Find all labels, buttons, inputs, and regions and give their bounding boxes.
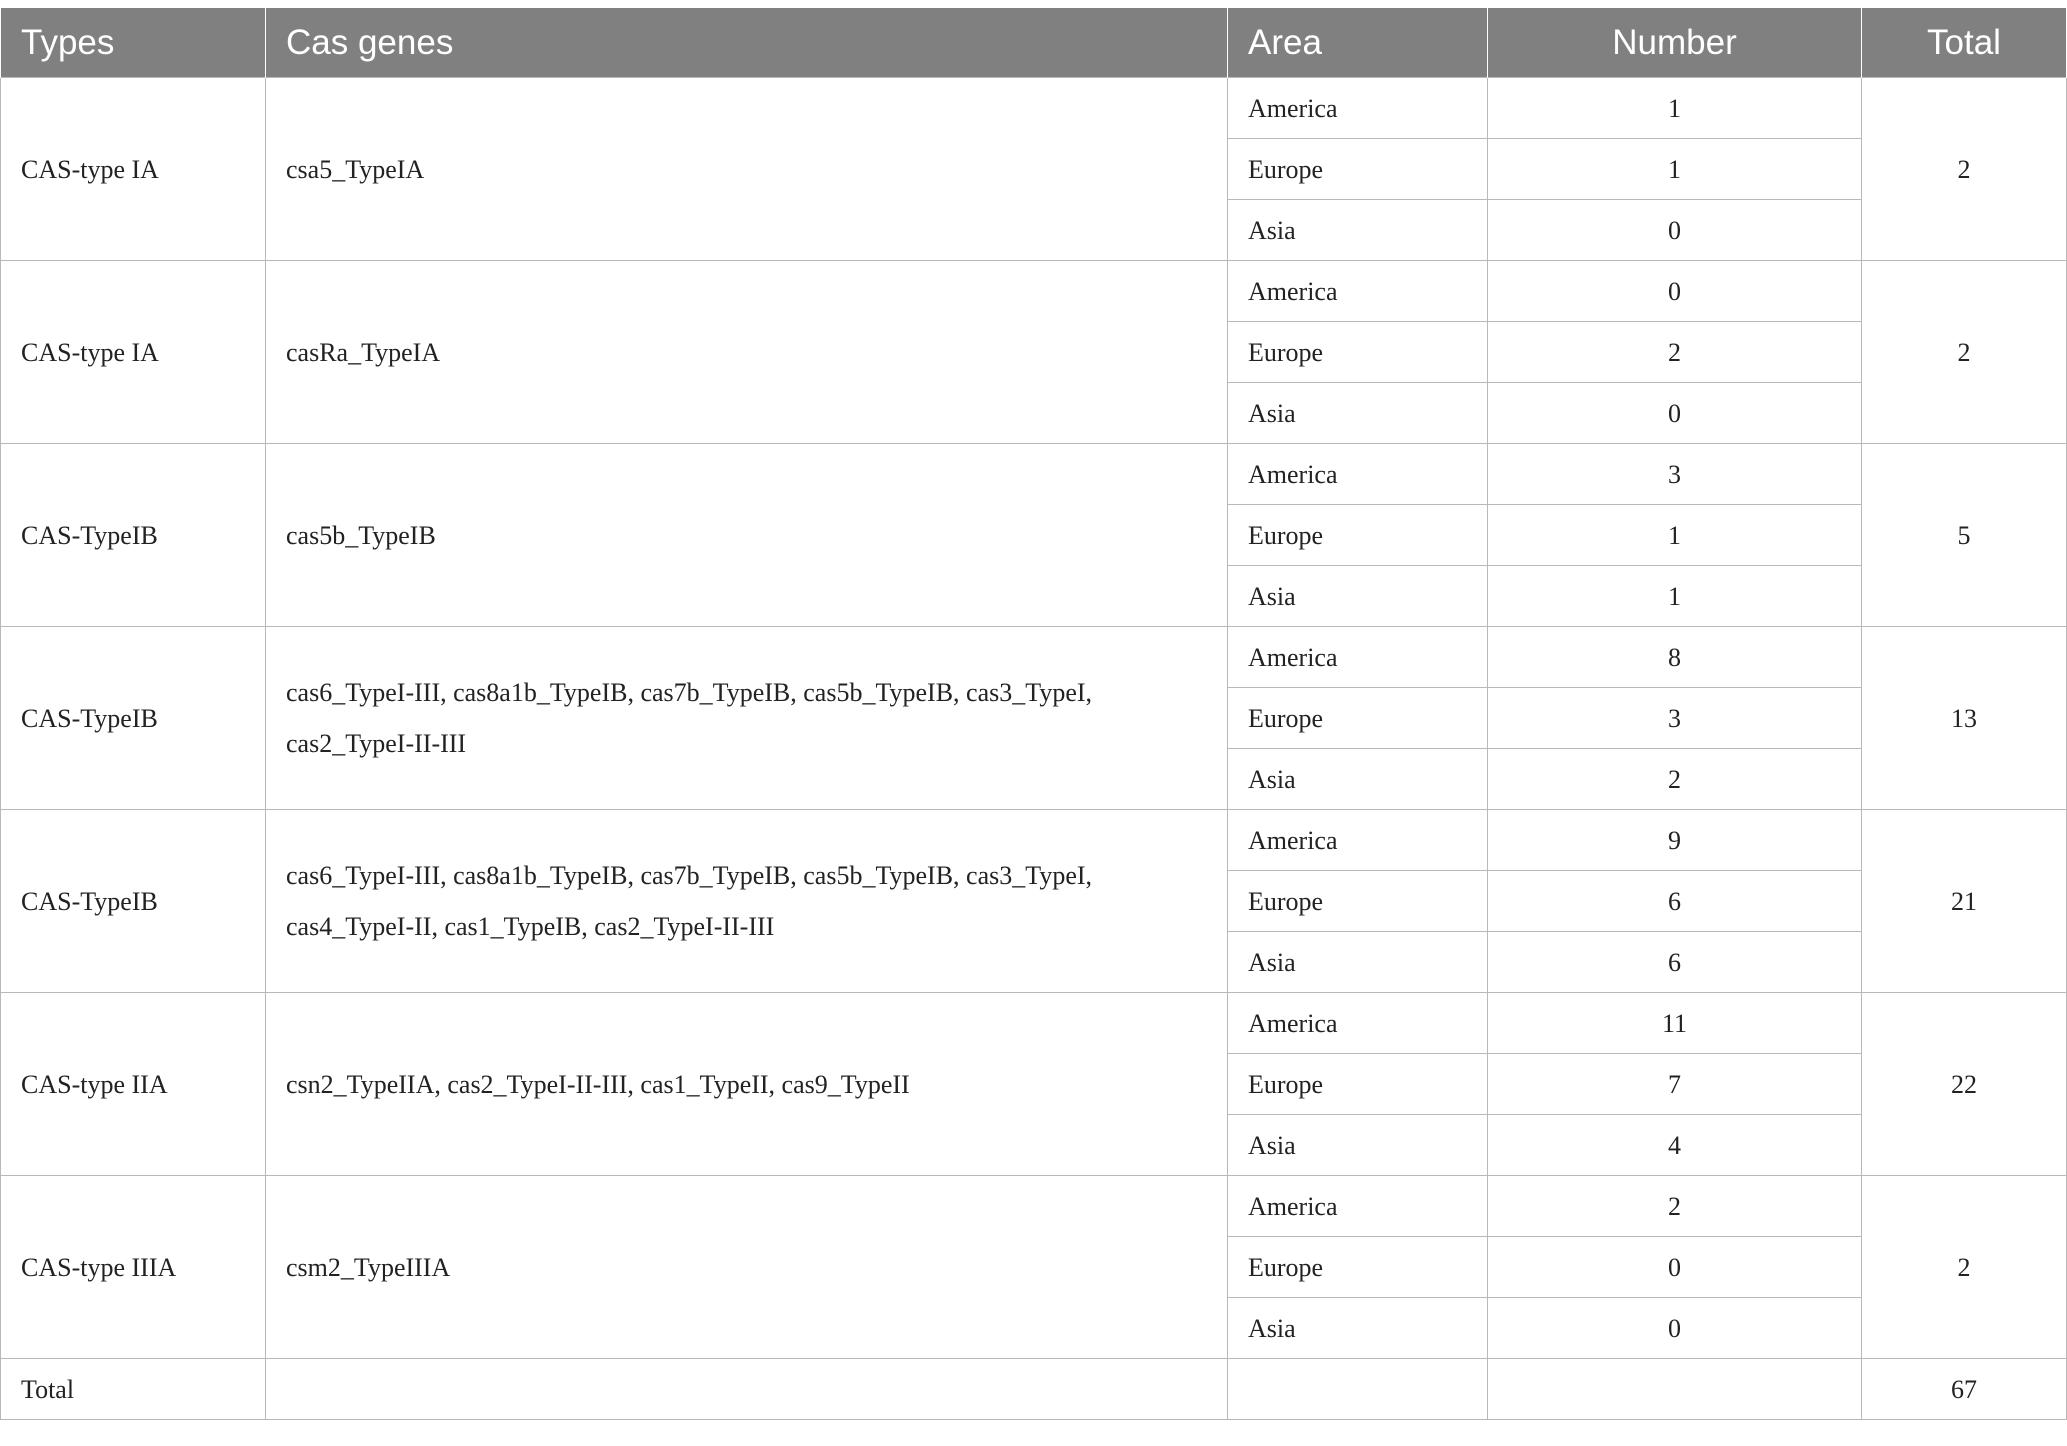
area-cell: Europe — [1228, 1054, 1488, 1115]
number-cell: 3 — [1488, 444, 1862, 505]
number-cell: 7 — [1488, 1054, 1862, 1115]
total-cell: 2 — [1862, 261, 2067, 444]
table-row — [1, 261, 2067, 322]
type-cell: CAS-TypeIB — [1, 444, 266, 627]
number-cell: 0 — [1488, 261, 1862, 322]
total-cell: 22 — [1862, 993, 2067, 1176]
number-cell: 1 — [1488, 505, 1862, 566]
number-cell: 0 — [1488, 200, 1862, 261]
header-number: Number — [1488, 8, 1862, 78]
number-cell: 0 — [1488, 1237, 1862, 1298]
area-cell: Asia — [1228, 200, 1488, 261]
cas-genes-cell: csm2_TypeIIIA — [266, 1176, 1228, 1359]
area-cell: Europe — [1228, 322, 1488, 383]
footer-genes — [266, 1359, 1228, 1420]
type-cell: CAS-type IIA — [1, 993, 266, 1176]
table-row — [1, 810, 2067, 871]
table-body — [1, 78, 2067, 1420]
footer-row — [1, 1359, 2067, 1420]
table-row — [1, 78, 2067, 139]
header-area: Area — [1228, 8, 1488, 78]
table-row — [1, 1176, 2067, 1237]
cas-genes-cell: cas5b_TypeIB — [266, 444, 1228, 627]
area-cell: America — [1228, 1176, 1488, 1237]
area-cell: Europe — [1228, 1237, 1488, 1298]
total-cell: 13 — [1862, 627, 2067, 810]
area-cell: Europe — [1228, 505, 1488, 566]
type-cell: CAS-type IA — [1, 261, 266, 444]
area-cell: Asia — [1228, 1115, 1488, 1176]
number-cell: 2 — [1488, 1176, 1862, 1237]
footer-total: 67 — [1862, 1359, 2067, 1420]
number-cell: 0 — [1488, 1298, 1862, 1359]
number-cell: 4 — [1488, 1115, 1862, 1176]
number-cell: 1 — [1488, 566, 1862, 627]
type-cell: CAS-type IA — [1, 78, 266, 261]
area-cell: Asia — [1228, 383, 1488, 444]
cas-genes-cell: csa5_TypeIA — [266, 78, 1228, 261]
header-types: Types — [1, 8, 266, 78]
header-total: Total — [1862, 8, 2067, 78]
area-cell: America — [1228, 444, 1488, 505]
table-row — [1, 627, 2067, 688]
type-cell: CAS-TypeIB — [1, 810, 266, 993]
number-cell: 1 — [1488, 78, 1862, 139]
number-cell: 6 — [1488, 932, 1862, 993]
area-cell: America — [1228, 627, 1488, 688]
area-cell: Europe — [1228, 139, 1488, 200]
total-cell: 5 — [1862, 444, 2067, 627]
total-cell: 2 — [1862, 1176, 2067, 1359]
cas-genes-cell: cas6_TypeI-III, cas8a1b_TypeIB, cas7b_TypeIB, cas5b_TypeIB, cas3_TypeI, cas4_TypeI-II, cas1_TypeIB, cas2_TypeI-II-III — [266, 810, 1228, 993]
area-cell: America — [1228, 993, 1488, 1054]
area-cell: America — [1228, 810, 1488, 871]
area-cell: Asia — [1228, 749, 1488, 810]
header-cas-genes: Cas genes — [266, 8, 1228, 78]
area-cell: Asia — [1228, 932, 1488, 993]
area-cell: Asia — [1228, 1298, 1488, 1359]
header-row — [1, 8, 2067, 78]
total-cell: 2 — [1862, 78, 2067, 261]
number-cell: 2 — [1488, 749, 1862, 810]
cas-genes-cell: csn2_TypeIIA, cas2_TypeI-II-III, cas1_TypeII, cas9_TypeII — [266, 993, 1228, 1176]
number-cell: 6 — [1488, 871, 1862, 932]
cas-genes-cell: casRa_TypeIA — [266, 261, 1228, 444]
cas-genes-cell: cas6_TypeI-III, cas8a1b_TypeIB, cas7b_TypeIB, cas5b_TypeIB, cas3_TypeI, cas2_TypeI-II-III — [266, 627, 1228, 810]
number-cell: 9 — [1488, 810, 1862, 871]
total-cell: 21 — [1862, 810, 2067, 993]
type-cell: CAS-TypeIB — [1, 627, 266, 810]
table-row — [1, 993, 2067, 1054]
footer-label: Total — [1, 1359, 266, 1420]
area-cell: Asia — [1228, 566, 1488, 627]
footer-area — [1228, 1359, 1488, 1420]
number-cell: 3 — [1488, 688, 1862, 749]
footer-number — [1488, 1359, 1862, 1420]
area-cell: America — [1228, 261, 1488, 322]
cas-genes-table — [0, 8, 2067, 1420]
number-cell: 2 — [1488, 322, 1862, 383]
number-cell: 0 — [1488, 383, 1862, 444]
table-row — [1, 444, 2067, 505]
area-cell: Europe — [1228, 871, 1488, 932]
number-cell: 1 — [1488, 139, 1862, 200]
type-cell: CAS-type IIIA — [1, 1176, 266, 1359]
area-cell: Europe — [1228, 688, 1488, 749]
number-cell: 11 — [1488, 993, 1862, 1054]
table-container — [0, 8, 2067, 1420]
area-cell: America — [1228, 78, 1488, 139]
number-cell: 8 — [1488, 627, 1862, 688]
